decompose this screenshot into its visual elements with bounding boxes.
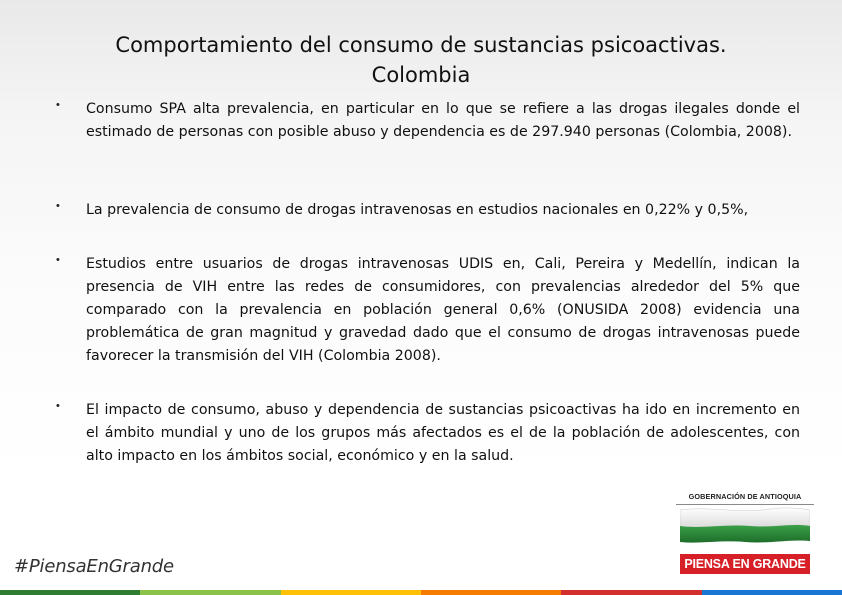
antioquia-flag-icon [680, 506, 810, 544]
bullet-marker: • [56, 400, 60, 412]
stripe-segment [421, 590, 561, 595]
stripe-segment [281, 590, 421, 595]
bullet-marker: • [56, 254, 60, 266]
logo-title: GOBERNACIÓN DE ANTIOQUIA [676, 492, 814, 505]
bullet-text: El impacto de consumo, abuso y dependencia de sustancias psicoactivas ha ido en incremento en el ámbito mundial y uno de los grupos más afectados es el de la población de adolescentes, con alto impacto en los ámbitos social, económico y en la salud. [86, 402, 800, 464]
bullet-marker: • [56, 200, 60, 212]
stripe-segment [0, 590, 140, 595]
slide-title [60, 30, 782, 90]
stripe-segment [702, 590, 842, 595]
gobernacion-logo [676, 492, 814, 576]
bullet-marker: • [56, 99, 60, 111]
bottom-color-stripe [0, 590, 842, 595]
logo-badge: PIENSA EN GRANDE [680, 554, 810, 574]
bullet-text: Estudios entre usuarios de drogas intravenosas UDIS en, Cali, Pereira y Medellín, indican la presencia de VIH entre las redes de consumidores, con prevalencias alrededor del 5% que comparado con la prevalencia en población general 0,6% (ONUSIDA 2008) evidencia una problemática de gran magnitud y gravedad dado que el consumo de drogas intravenosas puede favorecer la transmisión del VIH (Colombia 2008). [86, 256, 800, 364]
title-line-2: Colombia [371, 63, 471, 87]
title-line-1: Comportamiento del consumo de sustancias psicoactivas. [115, 33, 727, 57]
stripe-segment [561, 590, 701, 595]
bullet-text: La prevalencia de consumo de drogas intravenosas en estudios nacionales en 0,22% y 0,5%, [86, 202, 749, 218]
stripe-segment [140, 590, 280, 595]
hashtag-label: #PiensaEnGrande [14, 556, 174, 577]
bullet-text: Consumo SPA alta prevalencia, en particular en lo que se refiere a las drogas ilegales donde el estimado de personas con posible abuso y dependencia es de 297.940 personas (Colombia, 2008). [86, 101, 800, 140]
